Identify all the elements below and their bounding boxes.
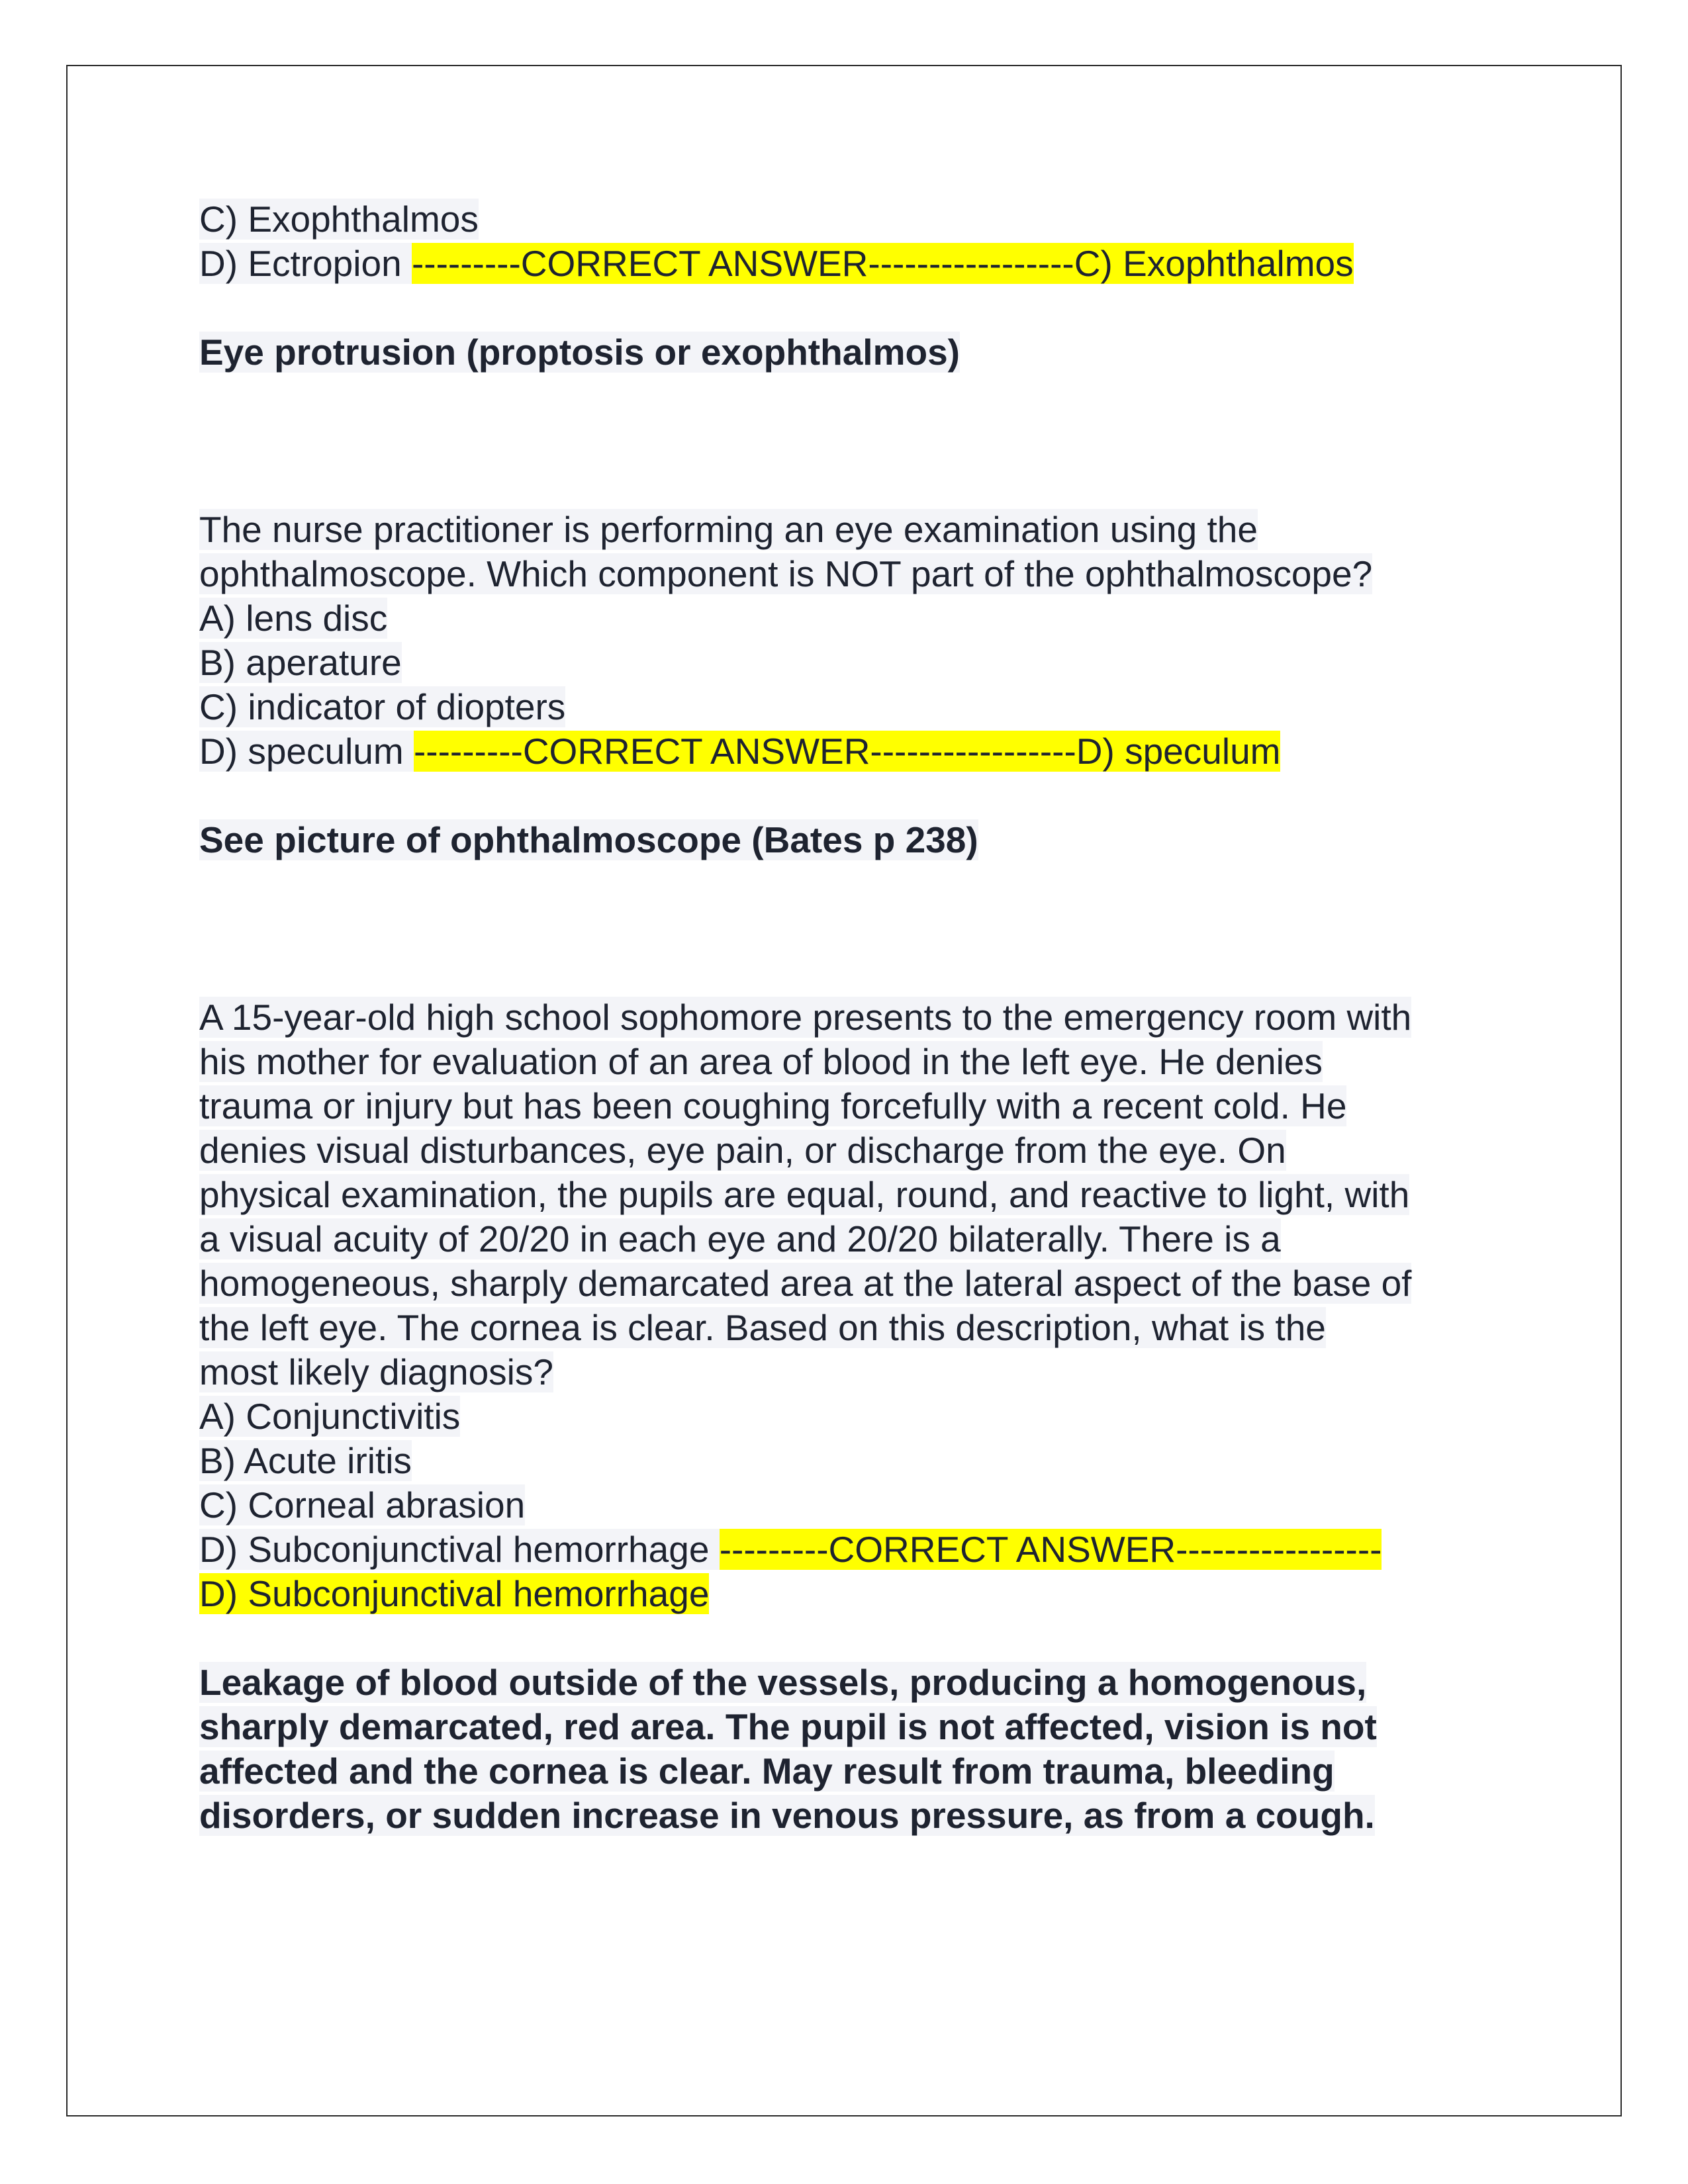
question-stem-line: a visual acuity of 20/20 in each eye and 20/20 bilaterally. There is a [199, 1218, 1281, 1259]
option-c: C) Exophthalmos [199, 199, 479, 240]
option-c: C) indicator of diopters [199, 686, 566, 727]
rationale-line: disorders, or sudden increase in venous pressure, as from a cough. [199, 1795, 1375, 1836]
option-a: A) lens disc [199, 598, 388, 639]
question-1 [199, 197, 1497, 375]
question-stem-line: trauma or injury but has been coughing forcefully with a recent cold. He [199, 1085, 1347, 1126]
question-stem-line: denies visual disturbances, eye pain, or discharge from the eye. On [199, 1130, 1286, 1171]
correct-answer-highlight: ---------CORRECT ANSWER-----------------C) Exophthalmos [411, 243, 1354, 284]
option-d: D) Subconjunctival hemorrhage [199, 1529, 720, 1570]
correct-answer-highlight: ---------CORRECT ANSWER-----------------D) speculum [413, 731, 1281, 772]
rationale-line: affected and the cornea is clear. May result from trauma, bleeding [199, 1751, 1335, 1792]
question-stem-line: most likely diagnosis? [199, 1351, 553, 1392]
question-stem-line: A 15-year-old high school sophomore presents to the emergency room with [199, 997, 1412, 1038]
question-stem-line: ophthalmoscope. Which component is NOT part of the ophthalmoscope? [199, 553, 1373, 594]
document-body [199, 197, 1497, 1838]
option-b: B) aperature [199, 642, 402, 683]
rationale-line: sharply demarcated, red area. The pupil is not affected, vision is not [199, 1706, 1377, 1747]
correct-answer-highlight: D) Subconjunctival hemorrhage [199, 1573, 710, 1614]
option-d: D) Ectropion [199, 243, 412, 284]
rationale: See picture of ophthalmoscope (Bates p 238) [199, 819, 978, 860]
question-2 [199, 508, 1497, 862]
option-d: D) speculum [199, 731, 414, 772]
rationale: Eye protrusion (proptosis or exophthalmos) [199, 332, 960, 373]
option-b: B) Acute iritis [199, 1440, 412, 1481]
question-stem-line: the left eye. The cornea is clear. Based on this description, what is the [199, 1307, 1326, 1348]
question-stem-line: physical examination, the pupils are equal, round, and reactive to light, with [199, 1174, 1410, 1215]
question-stem-line: homogeneous, sharply demarcated area at the lateral aspect of the base of [199, 1263, 1412, 1304]
option-c: C) Corneal abrasion [199, 1484, 526, 1525]
question-3 [199, 995, 1497, 1838]
option-a: A) Conjunctivitis [199, 1396, 461, 1437]
rationale-line: Leakage of blood outside of the vessels, producing a homogenous, [199, 1662, 1367, 1703]
question-stem-line: The nurse practitioner is performing an eye examination using the [199, 509, 1258, 550]
question-stem-line: his mother for evaluation of an area of blood in the left eye. He denies [199, 1041, 1323, 1082]
correct-answer-highlight: ---------CORRECT ANSWER----------------- [719, 1529, 1382, 1570]
